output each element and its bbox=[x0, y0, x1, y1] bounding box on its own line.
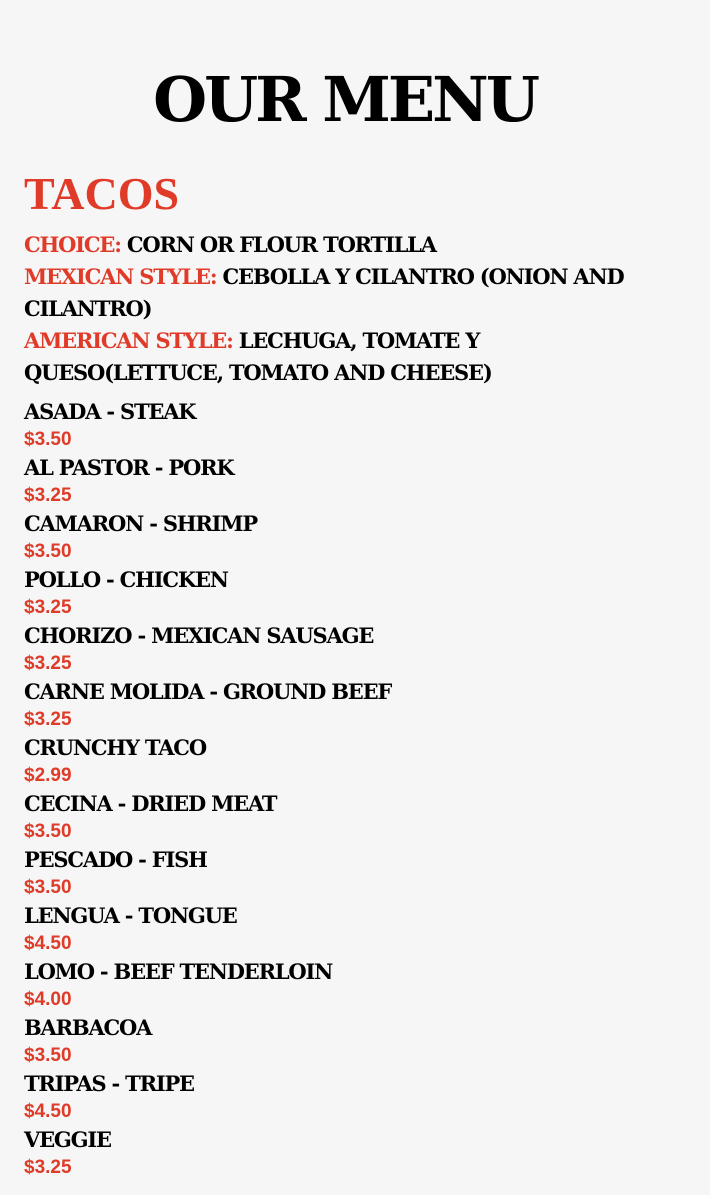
menu-item bbox=[24, 900, 664, 956]
taco-items-list bbox=[24, 396, 664, 1180]
menu-item bbox=[24, 844, 664, 900]
item-price: $4.50 bbox=[24, 933, 72, 954]
note-label: AMERICAN STYLE: bbox=[24, 328, 233, 353]
item-price: $3.25 bbox=[24, 485, 72, 506]
menu-item bbox=[24, 452, 664, 508]
item-price: $3.50 bbox=[24, 1045, 72, 1066]
item-name: PESCADO - FISH bbox=[24, 847, 207, 872]
item-price: $3.50 bbox=[24, 541, 72, 562]
item-name: VEGGIE bbox=[24, 1127, 111, 1152]
item-price: $4.50 bbox=[24, 1101, 72, 1122]
menu-item bbox=[24, 396, 664, 452]
item-name: LOMO - BEEF TENDERLOIN bbox=[24, 959, 333, 984]
item-name: AL PASTOR - PORK bbox=[24, 455, 234, 480]
menu-item bbox=[24, 564, 664, 620]
item-name: TRIPAS - TRIPE bbox=[24, 1071, 194, 1096]
menu-item bbox=[24, 1124, 664, 1180]
menu-item bbox=[24, 1068, 664, 1124]
menu-item bbox=[24, 676, 664, 732]
note-american-style bbox=[24, 325, 664, 389]
item-price: $3.50 bbox=[24, 821, 72, 842]
menu-item bbox=[24, 732, 664, 788]
menu-item bbox=[24, 788, 664, 844]
item-name: ASADA - STEAK bbox=[24, 399, 196, 424]
item-name: CRUNCHY TACO bbox=[24, 735, 206, 760]
item-name: CHORIZO - MEXICAN SAUSAGE bbox=[24, 623, 374, 648]
note-value: CEBOLLA Y CILANTRO (ONION AND CILANTRO) bbox=[24, 264, 624, 321]
menu-item bbox=[24, 508, 664, 564]
item-name: LENGUA - TONGUE bbox=[24, 903, 237, 928]
menu-item bbox=[24, 956, 664, 1012]
item-price: $3.25 bbox=[24, 709, 72, 730]
item-price: $3.50 bbox=[24, 877, 72, 898]
note-value: CORN OR FLOUR TORTILLA bbox=[126, 232, 436, 257]
note-mexican-style bbox=[24, 261, 664, 325]
item-price: $3.25 bbox=[24, 1157, 72, 1178]
item-price: $3.25 bbox=[24, 653, 72, 674]
note-label: MEXICAN STYLE: bbox=[24, 264, 217, 289]
menu-item bbox=[24, 620, 664, 676]
note-value: LECHUGA, TOMATE Y QUESO(LETTUCE, TOMATO AND CHEESE) bbox=[24, 328, 492, 385]
taco-style-notes bbox=[24, 229, 664, 389]
item-name: CARNE MOLIDA - GROUND BEEF bbox=[24, 679, 392, 704]
item-price: $2.99 bbox=[24, 765, 72, 786]
item-name: BARBACOA bbox=[24, 1015, 152, 1040]
note-label: CHOICE: bbox=[24, 232, 121, 257]
item-name: CECINA - DRIED MEAT bbox=[24, 791, 277, 816]
item-price: $3.50 bbox=[24, 429, 72, 450]
item-price: $4.00 bbox=[24, 989, 72, 1010]
item-name: POLLO - CHICKEN bbox=[24, 567, 228, 592]
page-title: OUR MENU bbox=[153, 63, 537, 136]
menu-item bbox=[24, 1012, 664, 1068]
note-choice bbox=[24, 229, 664, 261]
section-title-tacos: TACOS bbox=[24, 168, 180, 219]
item-price: $3.25 bbox=[24, 597, 72, 618]
item-name: CAMARON - SHRIMP bbox=[24, 511, 257, 536]
